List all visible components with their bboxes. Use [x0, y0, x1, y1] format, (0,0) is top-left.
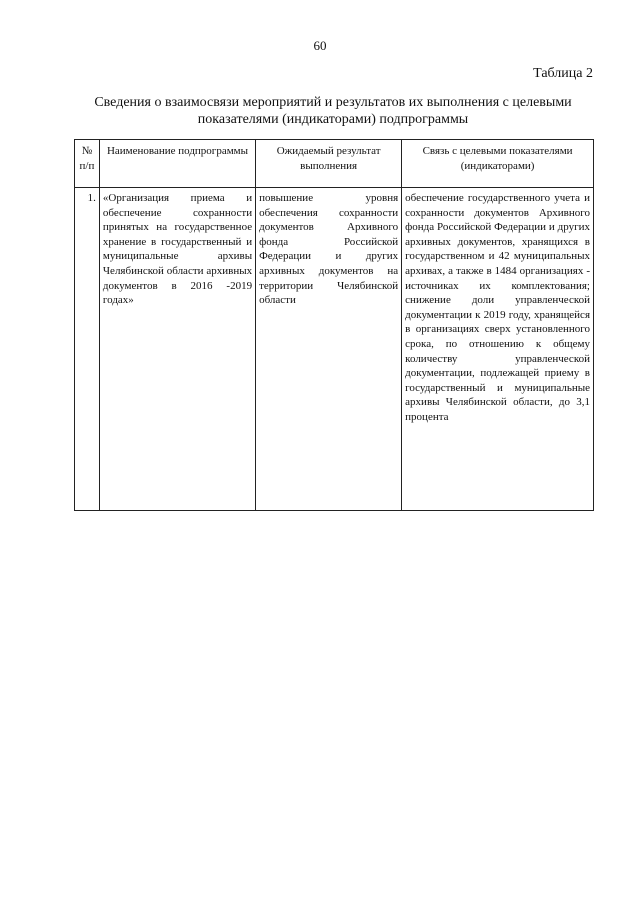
- cell-name: «Организация приема и обеспечение сохранности принятых на государственное хранение в государственный и муниципальные архивы Челябинской области архивных документов в 2016 -2019 годах»: [99, 188, 255, 511]
- page-number: 60: [313, 38, 327, 53]
- header-result: Ожидаемый результат выполнения: [256, 140, 402, 188]
- cell-link: обеспечение государственного учета и сохранности документов Архивного фонда Российской Федерации и других архивных документов, хранящихся в государственном и 42 муниципальных архивах, а также в 1484 организациях - источниках их комплектования; снижение доли управленческой документации к 2019 году, хранящейся в организациях сверх установленного срока, по отношению к общему количеству управленческой документации, подлежащей приему в государственный и муниципальные архивы Челябинской области, до 3,1 процента: [402, 188, 594, 511]
- table-label: Таблица 2: [533, 66, 593, 81]
- header-num: № п/п: [75, 140, 100, 188]
- data-table: [74, 139, 594, 511]
- document-title: Сведения о взаимосвязи мероприятий и результатов их выполнения с целевыми показателями (индикаторами) подпрограммы: [94, 95, 572, 127]
- header-name: Наименование подпрограммы: [99, 140, 255, 188]
- cell-num: 1.: [75, 188, 100, 511]
- table-row: [75, 188, 594, 511]
- cell-result: повышение уровня обеспечения сохранности документов Архивного фонда Российской Федерации и других архивных документов на территории Челябинской области: [256, 188, 402, 511]
- table-header-row: [75, 140, 594, 188]
- header-link: Связь с целевыми показателями (индикаторами): [402, 140, 594, 188]
